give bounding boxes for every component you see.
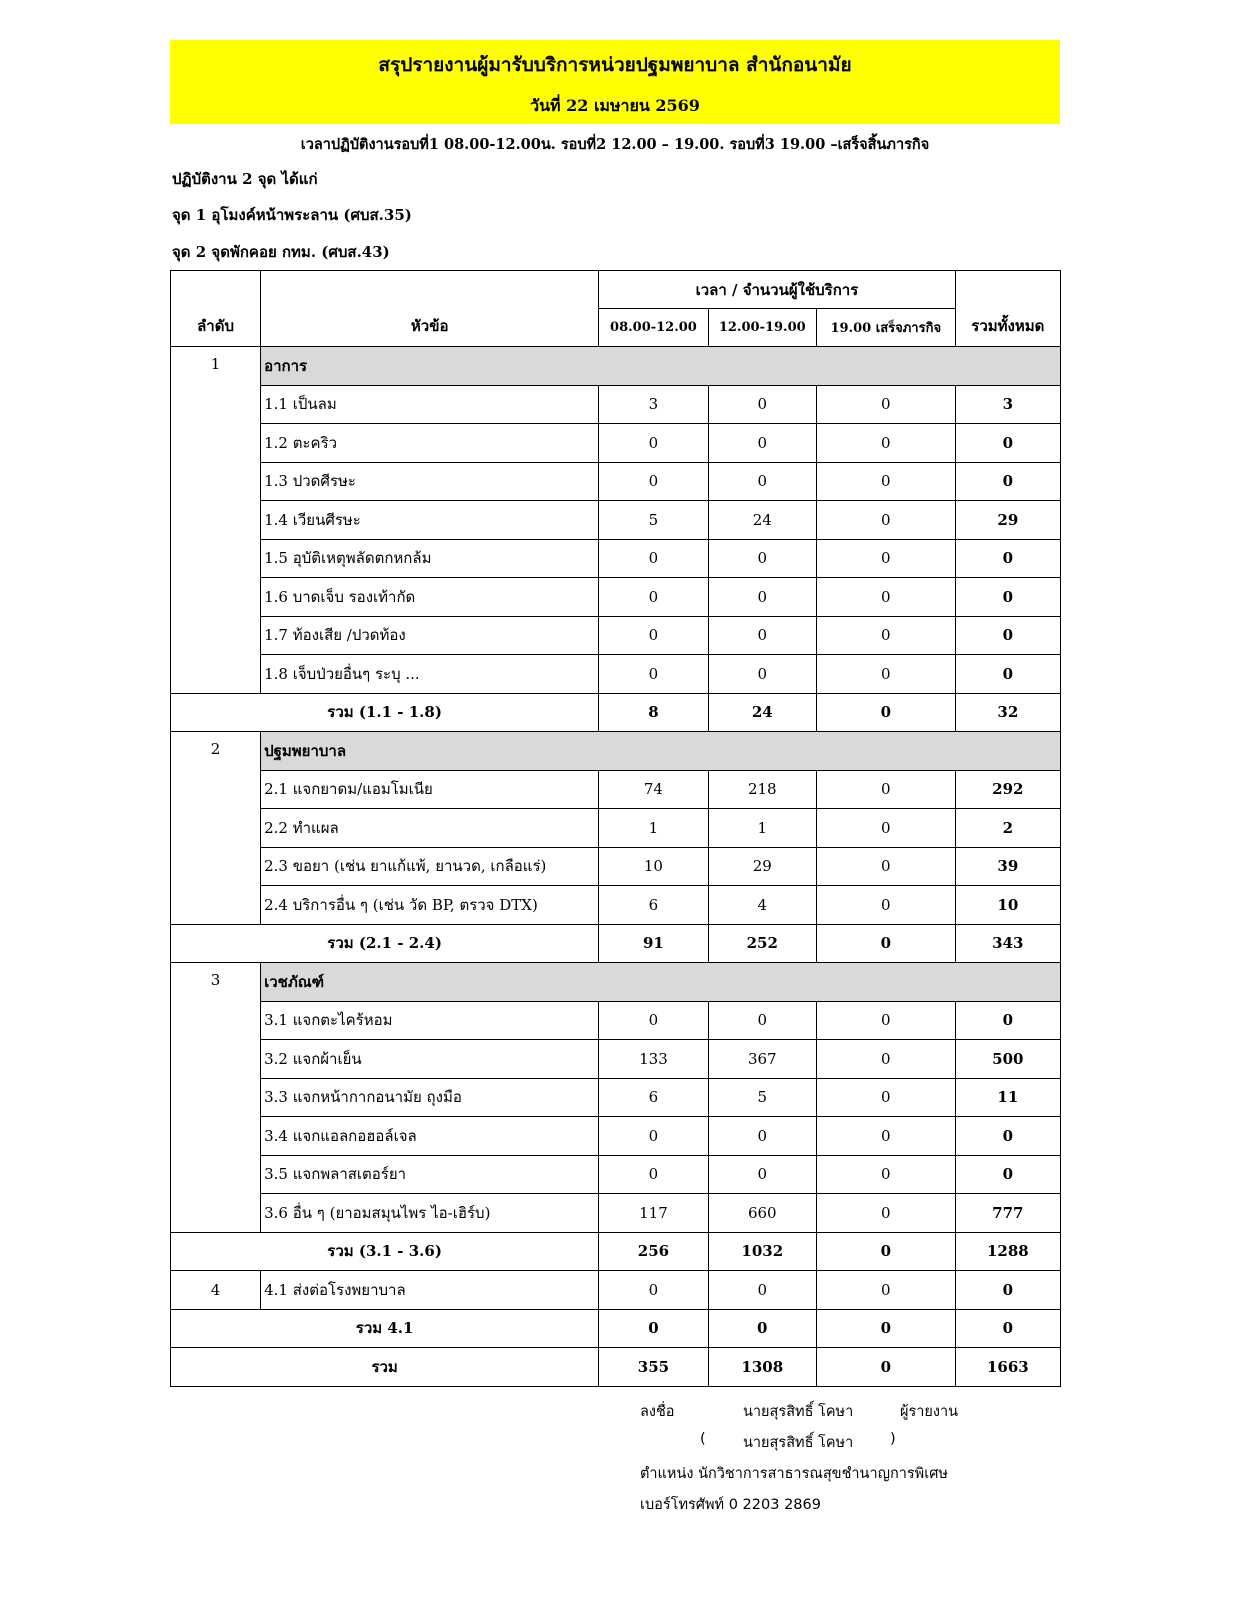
item-value: 133	[599, 1040, 708, 1079]
subtotal-value: 0	[816, 1232, 955, 1271]
subtotal-value: 24	[708, 693, 816, 732]
item-value: 0	[816, 501, 955, 540]
item-total: 292	[955, 770, 1060, 809]
item-value: 3	[599, 385, 708, 424]
item-value: 10	[599, 847, 708, 886]
item-total: 0	[955, 655, 1060, 694]
report-table	[170, 270, 1061, 1387]
section-header-row	[171, 732, 1061, 771]
item-value: 6	[599, 1078, 708, 1117]
subtotal-value: 8	[599, 693, 708, 732]
item-label: 1.3 ปวดศีรษะ	[261, 462, 599, 501]
item-value: 0	[708, 424, 816, 463]
table-row	[171, 770, 1061, 809]
table-row	[171, 1117, 1061, 1156]
item-value: 0	[708, 462, 816, 501]
item-value: 6	[599, 886, 708, 925]
subtotal-label: รวม 4.1	[171, 1309, 599, 1348]
item-value: 0	[816, 1155, 955, 1194]
item-value: 0	[599, 1001, 708, 1040]
item-value: 0	[708, 539, 816, 578]
subtotal-value: 1032	[708, 1232, 816, 1271]
subtotal-row	[171, 693, 1061, 732]
section-name: เวชภัณฑ์	[261, 963, 1061, 1002]
subtotal-value: 91	[599, 924, 708, 963]
item-value: 5	[599, 501, 708, 540]
item-total: 0	[955, 1271, 1060, 1310]
item-value: 0	[816, 1117, 955, 1156]
item-total: 0	[955, 1155, 1060, 1194]
item-label: 3.1 แจกตะไคร้หอม	[261, 1001, 599, 1040]
item-value: 0	[599, 462, 708, 501]
sign-label: ลงชื่อ	[640, 1404, 675, 1420]
item-total: 29	[955, 501, 1060, 540]
item-value: 24	[708, 501, 816, 540]
item-value: 0	[708, 1117, 816, 1156]
item-total: 0	[955, 462, 1060, 501]
subtotal-label: รวม (1.1 - 1.8)	[171, 693, 599, 732]
subtotal-row	[171, 1309, 1061, 1348]
item-value: 0	[708, 385, 816, 424]
item-value: 0	[599, 655, 708, 694]
item-value: 0	[599, 424, 708, 463]
point-2: จุด 2 จุดพักคอย กทม. (ศบส.43)	[172, 243, 390, 261]
item-total: 0	[955, 1117, 1060, 1156]
item-value: 4	[708, 886, 816, 925]
signer-position: ตำแหน่ง นักวิชาการสาธารณสุขชำนาญการพิเศษ	[640, 1466, 948, 1482]
subtotal-value: 0	[599, 1309, 708, 1348]
item-value: 0	[599, 1155, 708, 1194]
header-topic: หัวข้อ	[261, 271, 599, 347]
subtotal-row	[171, 924, 1061, 963]
item-value: 660	[708, 1194, 816, 1233]
subtotal-value: 0	[816, 924, 955, 963]
item-value: 0	[708, 1271, 816, 1310]
item-value: 0	[708, 616, 816, 655]
grand-total-value: 355	[599, 1348, 708, 1387]
item-value: 0	[816, 539, 955, 578]
table-row	[171, 847, 1061, 886]
item-value: 0	[708, 1001, 816, 1040]
table-row	[171, 539, 1061, 578]
item-label: 3.5 แจกพลาสเตอร์ยา	[261, 1155, 599, 1194]
report-table-body	[171, 271, 1061, 1387]
table-row	[171, 1078, 1061, 1117]
schedule-text: เวลาปฏิบัติงานรอบที่1 08.00-12.00น. รอบที่2 12.00 – 19.00. รอบที่3 19.00 –เสร็จสิ้นภารกิจ	[300, 136, 930, 153]
item-label: 3.4 แจกแอลกอฮอล์เจล	[261, 1117, 599, 1156]
points-intro: ปฏิบัติงาน 2 จุด ได้แก่	[172, 170, 318, 188]
item-label: 2.3 ขอยา (เช่น ยาแก้แพ้, ยานวด, เกลือแร่)	[261, 847, 599, 886]
table-row	[171, 809, 1061, 848]
item-label: 2.2 ทำแผล	[261, 809, 599, 848]
signer-name: นายสุรสิทธิ์ โคษา	[743, 1404, 854, 1420]
grand-total-value: 0	[816, 1348, 955, 1387]
item-value: 0	[816, 424, 955, 463]
header-total: รวมทั้งหมด	[955, 271, 1060, 347]
section-name: ปฐมพยาบาล	[261, 732, 1061, 771]
report-date: วันที่ 22 เมษายน 2569	[530, 96, 700, 115]
section-name: อาการ	[261, 347, 1061, 386]
subtotal-total: 32	[955, 693, 1060, 732]
item-value: 0	[816, 1271, 955, 1310]
subtotal-value: 0	[816, 1309, 955, 1348]
item-value: 74	[599, 770, 708, 809]
item-value: 0	[816, 1001, 955, 1040]
subtotal-total: 0	[955, 1309, 1060, 1348]
item-label: 1.8 เจ็บป่วยอื่นๆ ระบุ ...	[261, 655, 599, 694]
item-label: 3.6 อื่น ๆ (ยาอมสมุนไพร ไอ-เฮิร์บ)	[261, 1194, 599, 1233]
section-seq: 1	[171, 347, 261, 694]
grand-total-value: 1308	[708, 1348, 816, 1387]
item-value: 367	[708, 1040, 816, 1079]
item-total: 39	[955, 847, 1060, 886]
header-seq: ลำดับ	[171, 271, 261, 347]
item-total: 777	[955, 1194, 1060, 1233]
header-t1: 08.00-12.00	[599, 309, 708, 347]
item-value: 1	[708, 809, 816, 848]
signer-role: ผู้รายงาน	[900, 1404, 959, 1420]
item-value: 0	[816, 385, 955, 424]
item-value: 0	[816, 1194, 955, 1233]
paren-open: (	[700, 1431, 706, 1447]
table-row	[171, 616, 1061, 655]
grand-total-row	[171, 1348, 1061, 1387]
item-value: 0	[816, 886, 955, 925]
item-label: 2.4 บริการอื่น ๆ (เช่น วัด BP, ตรวจ DTX)	[261, 886, 599, 925]
table-row	[171, 462, 1061, 501]
item-total: 0	[955, 616, 1060, 655]
table-row	[171, 1001, 1061, 1040]
item-label: 2.1 แจกยาดม/แอมโมเนีย	[261, 770, 599, 809]
item-value: 0	[599, 1271, 708, 1310]
item-label: 1.2 ตะคริว	[261, 424, 599, 463]
item-label: 1.7 ท้องเสีย /ปวดท้อง	[261, 616, 599, 655]
section-seq: 4	[171, 1271, 261, 1310]
item-value: 0	[599, 539, 708, 578]
header-t2: 12.00-19.00	[708, 309, 816, 347]
section-seq: 3	[171, 963, 261, 1233]
table-row	[171, 385, 1061, 424]
subtotal-value: 0	[816, 693, 955, 732]
table-row	[171, 1040, 1061, 1079]
table-row	[171, 1271, 1061, 1310]
report-title: สรุปรายงานผู้มารับบริการหน่วยปฐมพยาบาล สำนักอนามัย	[378, 54, 852, 76]
item-value: 29	[708, 847, 816, 886]
subtotal-row	[171, 1232, 1061, 1271]
subtotal-value: 252	[708, 924, 816, 963]
subtotal-label: รวม (3.1 - 3.6)	[171, 1232, 599, 1271]
table-row	[171, 1194, 1061, 1233]
item-value: 0	[708, 655, 816, 694]
item-value: 0	[816, 1078, 955, 1117]
item-label: 4.1 ส่งต่อโรงพยาบาล	[261, 1271, 599, 1310]
item-total: 0	[955, 1001, 1060, 1040]
item-value: 0	[816, 655, 955, 694]
subtotal-total: 1288	[955, 1232, 1060, 1271]
signer-name-paren: นายสุรสิทธิ์ โคษา	[743, 1435, 854, 1451]
item-value: 0	[599, 616, 708, 655]
table-row	[171, 655, 1061, 694]
item-label: 3.3 แจกหน้ากากอนามัย ถุงมือ	[261, 1078, 599, 1117]
table-row	[171, 501, 1061, 540]
grand-total: 1663	[955, 1348, 1060, 1387]
item-value: 0	[599, 1117, 708, 1156]
header-time-group: เวลา / จำนวนผู้ใช้บริการ	[599, 271, 955, 309]
subtotal-label: รวม (2.1 - 2.4)	[171, 924, 599, 963]
item-value: 0	[708, 1155, 816, 1194]
table-row	[171, 578, 1061, 617]
point-1: จุด 1 อุโมงค์หน้าพระลาน (ศบส.35)	[172, 206, 412, 224]
item-value: 1	[599, 809, 708, 848]
header-t3: 19.00 เสร็จภารกิจ	[816, 309, 955, 347]
item-value: 0	[816, 462, 955, 501]
section-header-row	[171, 347, 1061, 386]
item-value: 0	[816, 847, 955, 886]
item-label: 1.5 อุบัติเหตุพลัดตกหกล้ม	[261, 539, 599, 578]
item-label: 3.2 แจกผ้าเย็น	[261, 1040, 599, 1079]
item-total: 0	[955, 578, 1060, 617]
item-total: 3	[955, 385, 1060, 424]
item-value: 0	[816, 809, 955, 848]
item-total: 10	[955, 886, 1060, 925]
item-value: 0	[816, 616, 955, 655]
item-value: 0	[816, 1040, 955, 1079]
item-total: 500	[955, 1040, 1060, 1079]
grand-total-label: รวม	[171, 1348, 599, 1387]
item-total: 2	[955, 809, 1060, 848]
item-value: 0	[599, 578, 708, 617]
item-value: 218	[708, 770, 816, 809]
paren-close: )	[890, 1431, 896, 1447]
section-seq: 2	[171, 732, 261, 925]
item-label: 1.4 เวียนศีรษะ	[261, 501, 599, 540]
section-header-row	[171, 963, 1061, 1002]
item-total: 11	[955, 1078, 1060, 1117]
subtotal-value: 0	[708, 1309, 816, 1348]
title-banner	[170, 40, 1060, 124]
table-row	[171, 424, 1061, 463]
item-value: 117	[599, 1194, 708, 1233]
item-total: 0	[955, 424, 1060, 463]
table-row	[171, 1155, 1061, 1194]
item-value: 0	[816, 770, 955, 809]
table-row	[171, 886, 1061, 925]
item-label: 1.1 เป็นลม	[261, 385, 599, 424]
item-total: 0	[955, 539, 1060, 578]
subtotal-value: 256	[599, 1232, 708, 1271]
item-label: 1.6 บาดเจ็บ รองเท้ากัด	[261, 578, 599, 617]
item-value: 0	[816, 578, 955, 617]
item-value: 5	[708, 1078, 816, 1117]
item-value: 0	[708, 578, 816, 617]
signer-phone: เบอร์โทรศัพท์ 0 2203 2869	[640, 1497, 821, 1513]
subtotal-total: 343	[955, 924, 1060, 963]
